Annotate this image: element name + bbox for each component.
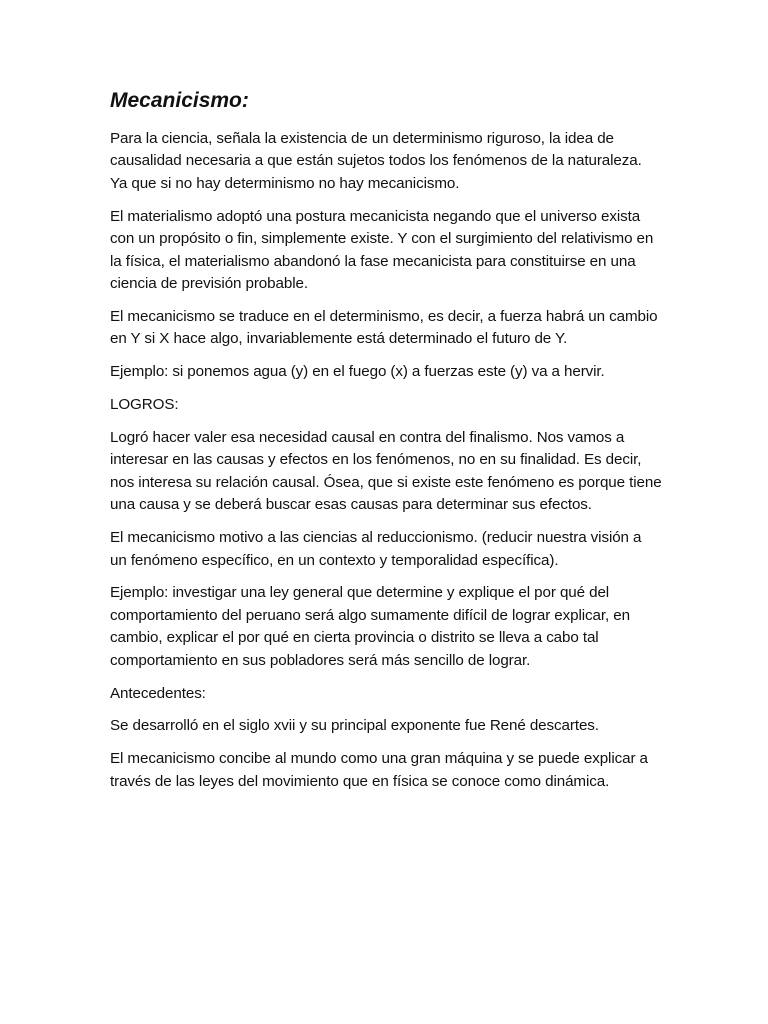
paragraph-maquina: El mecanicismo concibe al mundo como una gran máquina y se puede explicar a través de las leyes del movimiento que en física se conoce como dinámica. [110,750,648,790]
paragraph-ejemplo-peruano: Ejemplo: investigar una ley general que determine y explique el por qué del comportamiento del peruano será algo sumamente difícil de lograr explicar, en cambio, explicar el por qué en cierta provincia o distrito se lleva a cabo tal comportamiento en sus pobladores será más sencillo de lograr. [110,584,630,669]
section-heading-logros: LOGROS: [110,396,179,414]
document-page [110,86,662,804]
document-title: Mecanicismo: [110,89,249,112]
paragraph-logros: Logró hacer valer esa necesidad causal en contra del finalismo. Nos vamos a interesar en las causas y efectos en los fenómenos, no en su finalidad. Es decir, nos interesa su relación causal. Ósea, que si existe este fenómeno es porque tiene una causa y se deberá buscar esas causas para determinar sus efectos. [110,428,662,514]
paragraph-materialismo: El materialismo adoptó una postura mecanicista negando que el universo exista con un propósito o fin, simplemente existe. Y con el surgimiento del relativismo en la física, el materialismo abandonó la fase mecanicista para constituirse en una ciencia de previsión probable. [110,207,654,292]
paragraph-determinismo: Para la ciencia, señala la existencia de un determinismo riguroso, la idea de causalidad necesaria a que están sujetos todos los fenómenos de la naturaleza. Ya que si no hay determinismo no hay mecanicismo. [110,130,642,192]
paragraph-reduccionismo: El mecanicismo motivo a las ciencias al reduccionismo. (reducir nuestra visión a un fenómeno específico, en un contexto y temporalidad específica). [110,529,642,569]
section-heading-antecedentes: Antecedentes: [110,684,206,702]
paragraph-descartes: Se desarrolló en el siglo xvii y su principal exponente fue René descartes. [110,717,599,735]
paragraph-traduccion: El mecanicismo se traduce en el determinismo, es decir, a fuerza habrá un cambio en Y si X hace algo, invariablemente está determinado el futuro de Y. [110,307,658,348]
paragraph-ejemplo-agua: Ejemplo: si ponemos agua (y) en el fuego (x) a fuerzas este (y) va a hervir. [110,363,605,381]
